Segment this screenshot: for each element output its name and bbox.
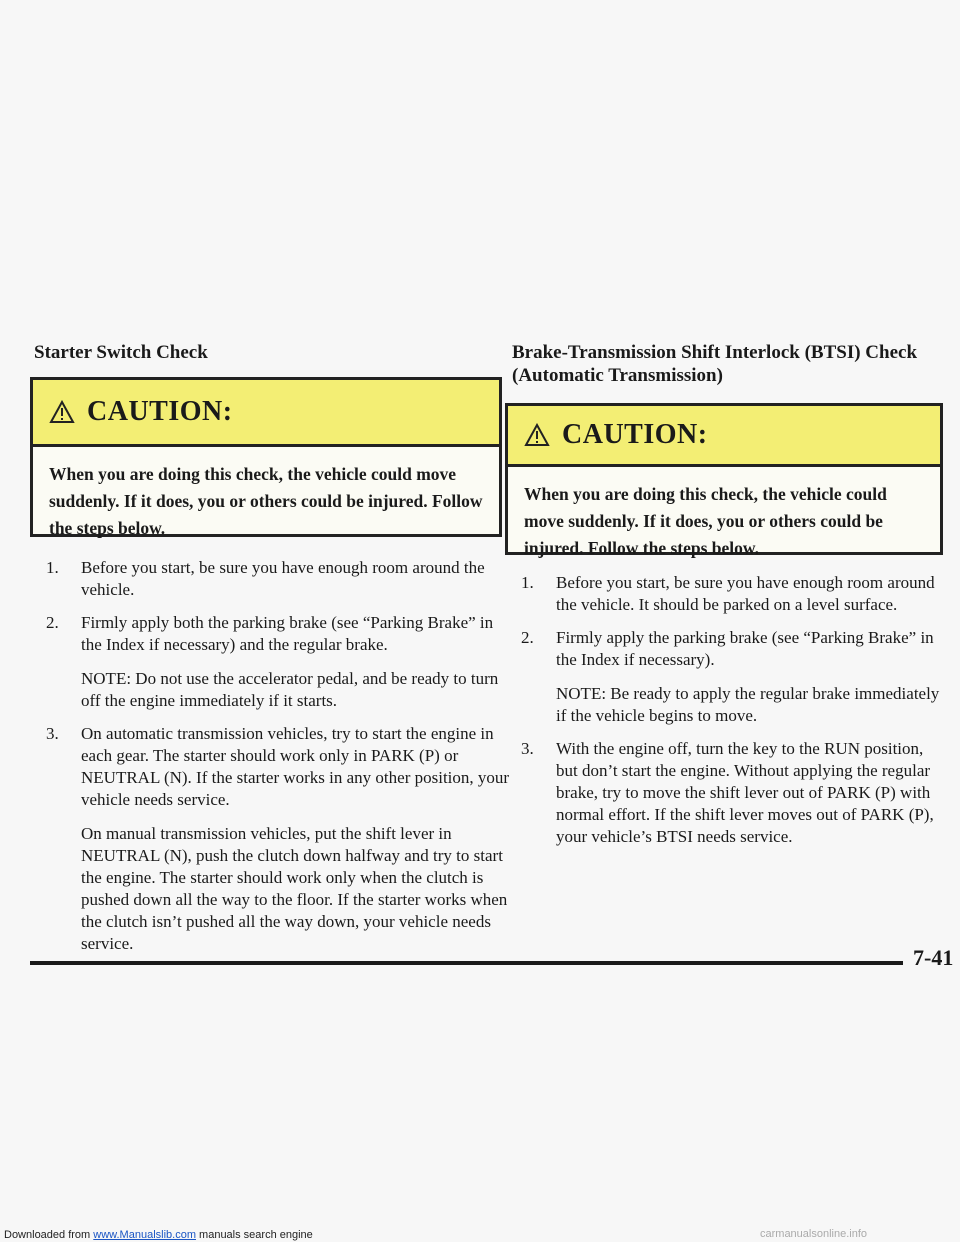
step-number: 1. [46,558,59,577]
step-note: NOTE: Do not use the accelerator pedal, and be ready to turn off the engine immediately if it starts. [81,669,499,710]
step-number: 2. [521,628,534,647]
footer-rule [30,961,903,965]
step-note: NOTE: Be ready to apply the regular brake immediately if the vehicle begins to move. [556,684,940,725]
list-item [46,723,511,955]
step-number: 3. [46,724,59,743]
list-item [46,557,511,601]
right-section-title: Brake-Transmission Shift Interlock (BTSI) Check (Automatic Transmission) [512,342,918,386]
list-item [521,738,941,848]
left-steps-list [46,557,511,966]
list-item [521,572,941,616]
list-item [521,627,941,727]
left-section-title: Starter Switch Check [34,342,208,363]
list-item [46,612,511,712]
warning-triangle-icon [49,400,75,424]
right-caution-box [505,403,943,558]
left-caution-box [30,377,502,537]
download-notice [4,1229,313,1241]
manualslib-link[interactable]: www.Manualslib.com [93,1229,196,1241]
right-steps-list [521,572,941,859]
download-prefix: Downloaded from [4,1229,94,1241]
step-text: Firmly apply the parking brake (see “Parking Brake” in the Index if necessary). [556,628,934,669]
caution-label: CAUTION: [87,396,233,427]
step-number: 2. [46,613,59,632]
caution-label: CAUTION: [562,419,708,450]
warning-triangle-icon [524,423,550,447]
left-caution-header [33,380,499,447]
step-text: Before you start, be sure you have enough room around the vehicle. It should be parked on a level surface. [556,573,935,614]
download-suffix: manuals search engine [195,1229,313,1241]
step-text: Before you start, be sure you have enough room around the vehicle. [81,558,485,599]
page-number: 7-41 [913,945,954,970]
step-text: On automatic transmission vehicles, try to start the engine in each gear. The starter should work only in PARK (P) or NEUTRAL (N). If the starter works in any other position, your vehicle needs service. [81,724,510,809]
step-number: 3. [521,739,534,758]
right-caution-text: When you are doing this check, the vehicle could move suddenly. If it does, you or others could be injured. Follow the steps below. [524,484,887,558]
watermark: carmanualsonline.info [760,1228,868,1240]
right-caution-header [508,406,940,467]
step-text: Firmly apply both the parking brake (see “Parking Brake” in the Index if necessary) and the regular brake. [81,613,494,654]
step-text: With the engine off, turn the key to the RUN position, but don’t start the engine. Without applying the regular brake, try to move the shift lever out of PARK (P) with normal effort. If the shift lever moves out of PARK (P), your vehicle’s BTSI needs service. [556,739,934,846]
left-caution-text: When you are doing this check, the vehicle could move suddenly. If it does, you or others could be injured. Follow the steps below. [49,464,483,538]
step-number: 1. [521,573,534,592]
step-note: On manual transmission vehicles, put the shift lever in NEUTRAL (N), push the clutch down halfway and try to start the engine. The starter should work only when the clutch is pushed down all the way to the floor. If the starter works when the clutch isn’t pushed all the way down, your vehicle needs service. [81,824,508,953]
